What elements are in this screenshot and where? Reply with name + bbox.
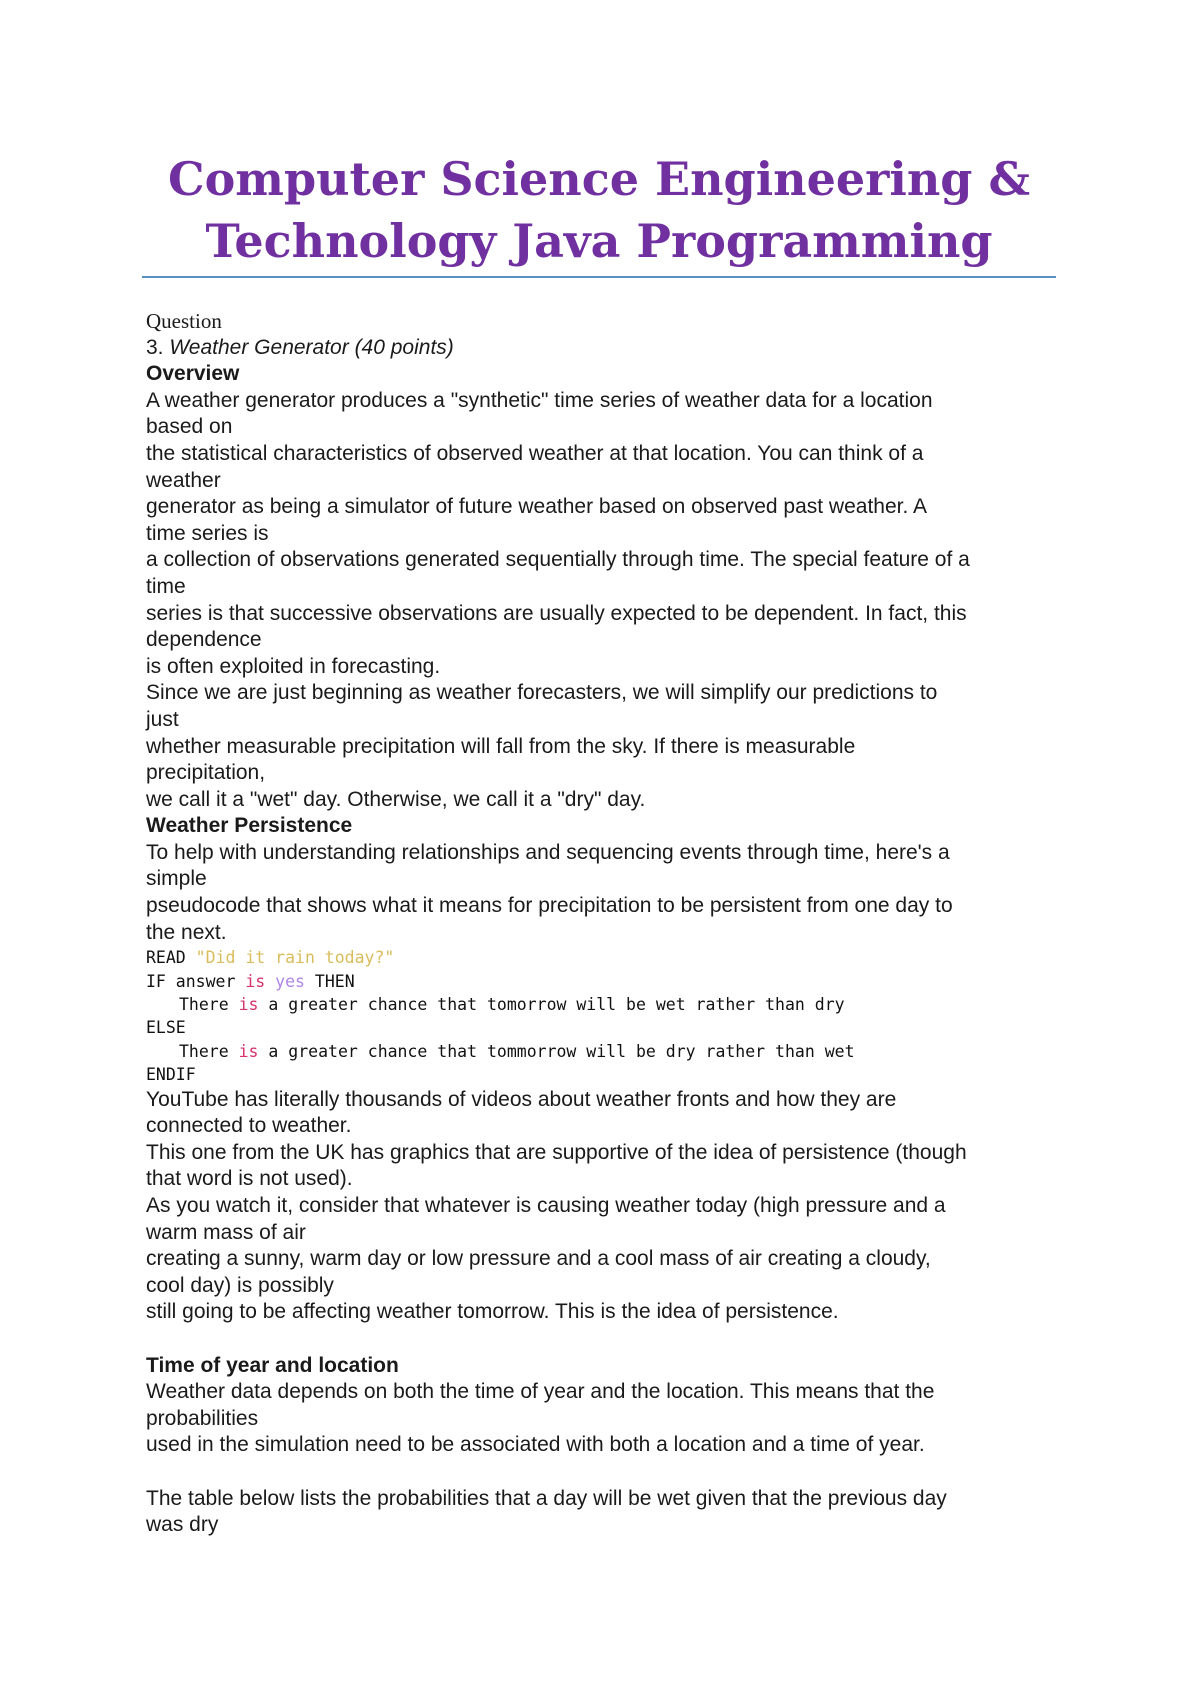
time-location-line: probabilities (146, 1406, 259, 1430)
time-location-paragraph (146, 1379, 1056, 1459)
after-code-line: As you watch it, consider that whatever is causing weather today (high pressure and a (146, 1194, 946, 1218)
overview-line: a collection of observations generated sequentially through time. The special feature of a (146, 548, 970, 572)
code-string: "Did it rain today?" (195, 948, 395, 968)
after-code-paragraph (146, 1087, 1056, 1326)
overview-line: the statistical characteristics of observed weather at that location. You can think of a (146, 441, 924, 465)
after-code-line: YouTube has literally thousands of videos about weather fronts and how they are (146, 1087, 897, 1111)
code-token (265, 972, 275, 991)
overview-line: dependence (146, 628, 262, 652)
after-code-line: that word is not used). (146, 1167, 353, 1191)
overview-paragraph (146, 388, 1056, 814)
code-token: READ (146, 948, 196, 968)
code-token: IF answer (146, 971, 246, 991)
overview-line: whether measurable precipitation will fall from the sky. If there is measurable (146, 734, 856, 758)
paragraph-spacer (146, 1459, 1056, 1486)
code-keyword: is (238, 1041, 259, 1061)
time-location-heading: Time of year and location (146, 1353, 399, 1377)
persistence-line: the next. (146, 920, 227, 944)
question-number: 3. (146, 335, 164, 359)
title-line-1: Computer Science Engineering & (167, 152, 1031, 206)
code-line-read (146, 946, 1056, 969)
table-intro-paragraph (146, 1486, 1056, 1539)
overview-line: time (146, 574, 186, 598)
persistence-heading: Weather Persistence (146, 814, 353, 838)
overview-line: Since we are just beginning as weather forecasters, we will simplify our predictions to (146, 681, 938, 705)
after-code-line: still going to be affecting weather tomorrow. This is the idea of persistence. (146, 1300, 839, 1324)
time-location-line: Weather data depends on both the time of year and the location. This means that the (146, 1380, 935, 1404)
code-line-else: ELSE (146, 1018, 186, 1038)
overview-line: weather (146, 468, 221, 492)
question-label: Question (146, 309, 222, 333)
code-token: a greater chance that tomorrow will be wet rather than dry (258, 995, 845, 1015)
code-line-then (146, 993, 1056, 1016)
overview-line: precipitation, (146, 761, 266, 785)
after-code-line: connected to weather. (146, 1114, 352, 1138)
question-heading (146, 335, 1056, 362)
overview-line: just (146, 707, 179, 731)
overview-heading: Overview (146, 362, 240, 386)
code-token: a greater chance that tommorrow will be dry rather than wet (258, 1041, 855, 1061)
code-keyword: is (238, 995, 259, 1015)
overview-line: is often exploited in forecasting. (146, 654, 441, 678)
question-title: Weather Generator (40 points) (169, 335, 454, 359)
pseudocode-block (146, 946, 1056, 1086)
code-line-endif: ENDIF (146, 1065, 196, 1085)
code-value: yes (275, 971, 305, 991)
persistence-line: To help with understanding relationships and sequencing events through time, here's a (146, 840, 950, 864)
persistence-line: simple (146, 867, 207, 891)
document-body (146, 308, 1056, 1539)
code-line-if (146, 970, 1056, 993)
after-code-line: cool day) is possibly (146, 1273, 334, 1297)
overview-line: time series is (146, 521, 269, 545)
time-location-line: used in the simulation need to be associated with both a location and a time of year. (146, 1433, 925, 1457)
code-token: THEN (304, 971, 355, 991)
persistence-line: pseudocode that shows what it means for precipitation to be persistent from one day to (146, 894, 953, 918)
table-intro-line: The table below lists the probabilities that a day will be wet given that the previous day (146, 1486, 947, 1510)
code-keyword: is (245, 971, 266, 991)
persistence-paragraph (146, 840, 1056, 946)
title-underline (142, 276, 1056, 278)
overview-line: series is that successive observations are usually expected to be dependent. In fact, this (146, 601, 967, 625)
after-code-line: creating a sunny, warm day or low pressure and a cool mass of air creating a cloudy, (146, 1247, 931, 1271)
code-token: There (179, 995, 239, 1015)
document-title (142, 148, 1056, 272)
overview-line: we call it a "wet" day. Otherwise, we call it a "dry" day. (146, 787, 646, 811)
overview-line: A weather generator produces a "synthetic" time series of weather data for a location (146, 388, 933, 412)
code-token: There (179, 1041, 239, 1061)
table-intro-line: was dry (146, 1513, 219, 1537)
code-line-else-body (146, 1040, 1056, 1063)
after-code-line: warm mass of air (146, 1220, 306, 1244)
overview-line: generator as being a simulator of future weather based on observed past weather. A (146, 495, 927, 519)
paragraph-spacer (146, 1326, 1056, 1353)
title-line-2: Technology Java Programming (205, 214, 993, 268)
overview-line: based on (146, 415, 233, 439)
after-code-line: This one from the UK has graphics that are supportive of the idea of persistence (though (146, 1140, 967, 1164)
